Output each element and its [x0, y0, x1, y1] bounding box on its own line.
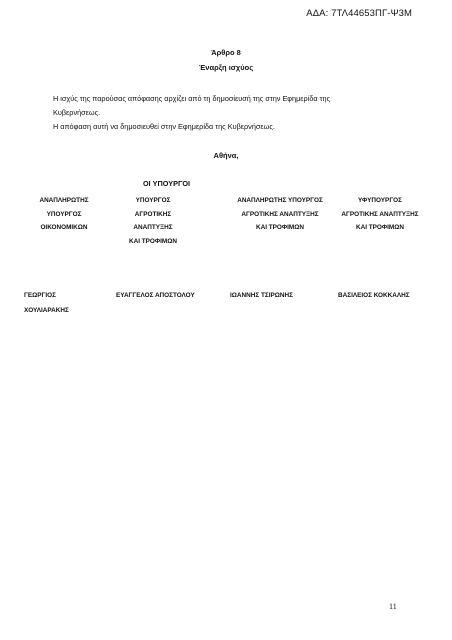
page-number: 11 [389, 602, 397, 611]
article-heading [0, 45, 452, 75]
minister-column-4 [330, 194, 430, 235]
minister-title-line: ΑΓΡΟΤΙΚΗΣ ΑΝΑΠΤΥΞΗΣ [341, 210, 419, 218]
signature-4 [338, 289, 410, 304]
signatory-name-line: ΧΟΥΛΙΑΡΑΚΗΣ [24, 306, 69, 314]
minister-title-line: ΥΠΟΥΡΓΟΣ [135, 197, 171, 204]
signature-1 [24, 289, 69, 318]
minister-title-line: ΚΑΙ ΤΡΟΦΙΜΩΝ [255, 224, 304, 231]
minister-title-line: ΚΑΙ ΤΡΟΦΙΜΩΝ [355, 224, 404, 231]
minister-title-line: ΑΝΑΠΤΥΞΗΣ [133, 224, 173, 231]
minister-title-line: ΑΓΡΟΤΙΚΗΣ [134, 210, 172, 218]
minister-column-3 [224, 194, 336, 235]
paragraph-1-line-2: Κυβερνήσεως. [53, 108, 101, 117]
ministers-title: ΟΙ ΥΠΟΥΡΓΟΙ [143, 179, 191, 188]
minister-title-line: ΑΝΑΠΛΗΡΩΤΗΣ ΥΠΟΥΡΓΟΣ [237, 197, 323, 204]
signatory-name-line: ΒΑΣΙΛΕΙΟΣ ΚΟΚΚΑΛΗΣ [338, 292, 410, 299]
signature-2 [116, 289, 195, 304]
article-body [53, 92, 411, 134]
minister-column-2 [118, 194, 188, 248]
signatory-name-line: ΕΥΑΓΓΕΛΟΣ ΑΠΟΣΤΟΛΟΥ [116, 292, 195, 299]
minister-title-line: ΥΠΟΥΡΓΟΣ [46, 210, 82, 218]
minister-title-line: ΑΝΑΠΛΗΡΩΤΗΣ [39, 197, 89, 204]
minister-title-line: ΚΑΙ ΤΡΟΦΙΜΩΝ [128, 237, 177, 245]
article-title: Έναρξη ισχύος [198, 63, 254, 72]
paragraph-2: Η απόφαση αυτή να δημοσιευθεί στην Εφημερίδα της Κυβερνήσεως. [53, 122, 275, 131]
place-line: Αθήνα, [213, 151, 239, 160]
minister-title-line: ΥΦΥΠΟΥΡΓΟΣ [358, 197, 402, 204]
minister-title-line: ΑΓΡΟΤΙΚΗΣ ΑΝΑΠΤΥΞΗΣ [241, 210, 319, 218]
signature-3 [230, 289, 293, 304]
signatory-name-line: ΓΕΩΡΓΙΟΣ [24, 292, 56, 299]
minister-title-line: ΟΙΚΟΝΟΜΙΚΩΝ [40, 224, 88, 231]
paragraph-1-line-1: Η ισχύς της παρούσας απόφασης αρχίζει από τη δημοσίευσή της στην Εφημερίδα της [53, 94, 331, 103]
minister-column-1 [24, 194, 104, 235]
signatory-name-line: ΙΩΑΝΝΗΣ ΤΣΙΡΩΝΗΣ [230, 292, 293, 299]
article-number: Άρθρο 8 [211, 48, 241, 57]
ada-identifier: ΑΔΑ: 7ΤΛ44653ΠΓ-Ψ3Μ [306, 8, 412, 19]
